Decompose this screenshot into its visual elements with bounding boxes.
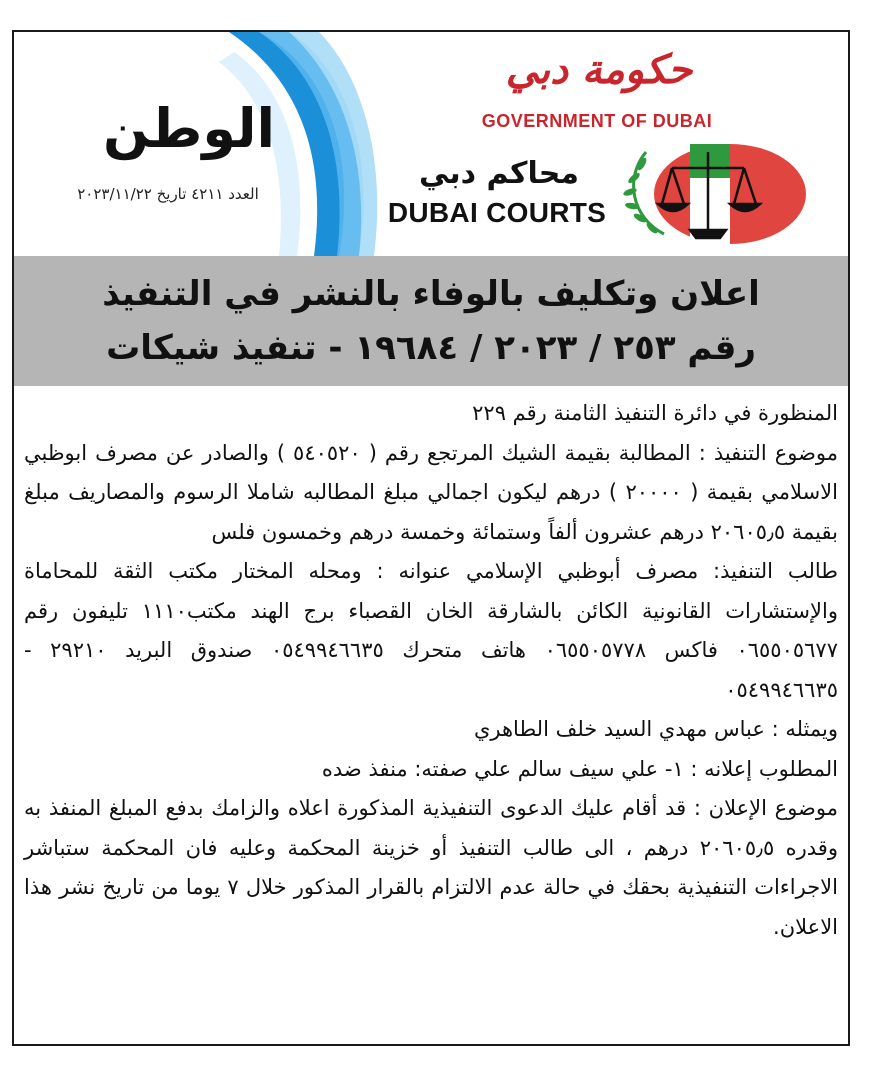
announcement-frame bbox=[12, 30, 850, 1046]
issue-number-date: العدد ٤٢١١ تاريخ ٢٠٢٣/١١/٢٢ bbox=[77, 185, 259, 203]
announcement-title-band bbox=[14, 256, 848, 386]
newspaper-logo: الوطن bbox=[102, 97, 276, 160]
announcement-header bbox=[14, 32, 848, 256]
body-paragraph-execution-subject: موضوع التنفيذ : المطالبة بقيمة الشيك المرتجع رقم ( ٥٤٠٥٢٠ ) والصادر عن مصرف ابوظبي الاسلامي بقيمة ( ٢٠٠٠٠ ) درهم ليكون اجمالي مبلغ المطالبه شاملا الرسوم والمصاريف مبلغ بقيمة ٢٠٦٠٥٫٥ درهم عشرون ألفاً وستمائة وخمسة درهم وخمسون فلس bbox=[24, 440, 839, 544]
announcement-body bbox=[24, 394, 838, 947]
government-of-dubai-arabic: حكومة دبي bbox=[505, 46, 693, 93]
scales-of-justice-emblem-icon bbox=[612, 138, 808, 246]
announcement-title-line-2: رقم ٢٥٣ / ٢٠٢٣ / ١٩٦٨٤ - تنفيذ شيكات bbox=[106, 328, 756, 368]
government-of-dubai-english: GOVERNMENT OF DUBAI bbox=[481, 111, 713, 131]
body-paragraph-applicant: طالب التنفيذ: مصرف أبوظبي الإسلامي عنوانه : ومحله المختار مكتب الثقة للمحاماة والإستشارات القانونية الكائن بالشارقة الخان القصباء برج الهند مكتب١١١٠ تليفون رقم ٠٦٥٥٠٥٦٧٧ فاكس ٠٦٥٥٠٥٧٧٨ هاتف متحرك ٠٥٤٩٩٤٦٦٣٥ صندوق البريد ٢٩٢١٠ - ٠٥٤٩٩٤٦٦٣٥ bbox=[24, 559, 838, 702]
body-paragraph-court-circuit: المنظورة في دائرة التنفيذ الثامنة رقم ٢٢٩ bbox=[472, 401, 838, 425]
body-paragraph-representative: ويمثله : عباس مهدي السيد خلف الطاهري bbox=[473, 717, 838, 741]
dubai-courts-arabic: محاكم دبي bbox=[419, 156, 579, 191]
body-paragraph-notice-subject: موضوع الإعلان : قد أقام عليك الدعوى التنفيذية المذكورة اعلاه والزامك بدفع المبلغ المنفذ به وقدره ٢٠٦٠٥٫٥ درهم ، الى طالب التنفيذ أو خزينة المحكمة وعليه فان المحكمة ستباشر الاجراءات التنفيذية بحقك في حالة عدم الالتزام بالقرار المذكور خلال ٧ يوما من تاريخ نشر هذا الاعلان. bbox=[24, 796, 838, 939]
announcement-title-line-1: اعلان وتكليف بالوفاء بالنشر في التنفيذ bbox=[102, 274, 760, 314]
body-paragraph-notified-party: المطلوب إعلانه : ١- علي سيف سالم علي صفته: منفذ ضده bbox=[321, 756, 838, 781]
dubai-courts-english: DUBAI COURTS bbox=[387, 197, 607, 228]
